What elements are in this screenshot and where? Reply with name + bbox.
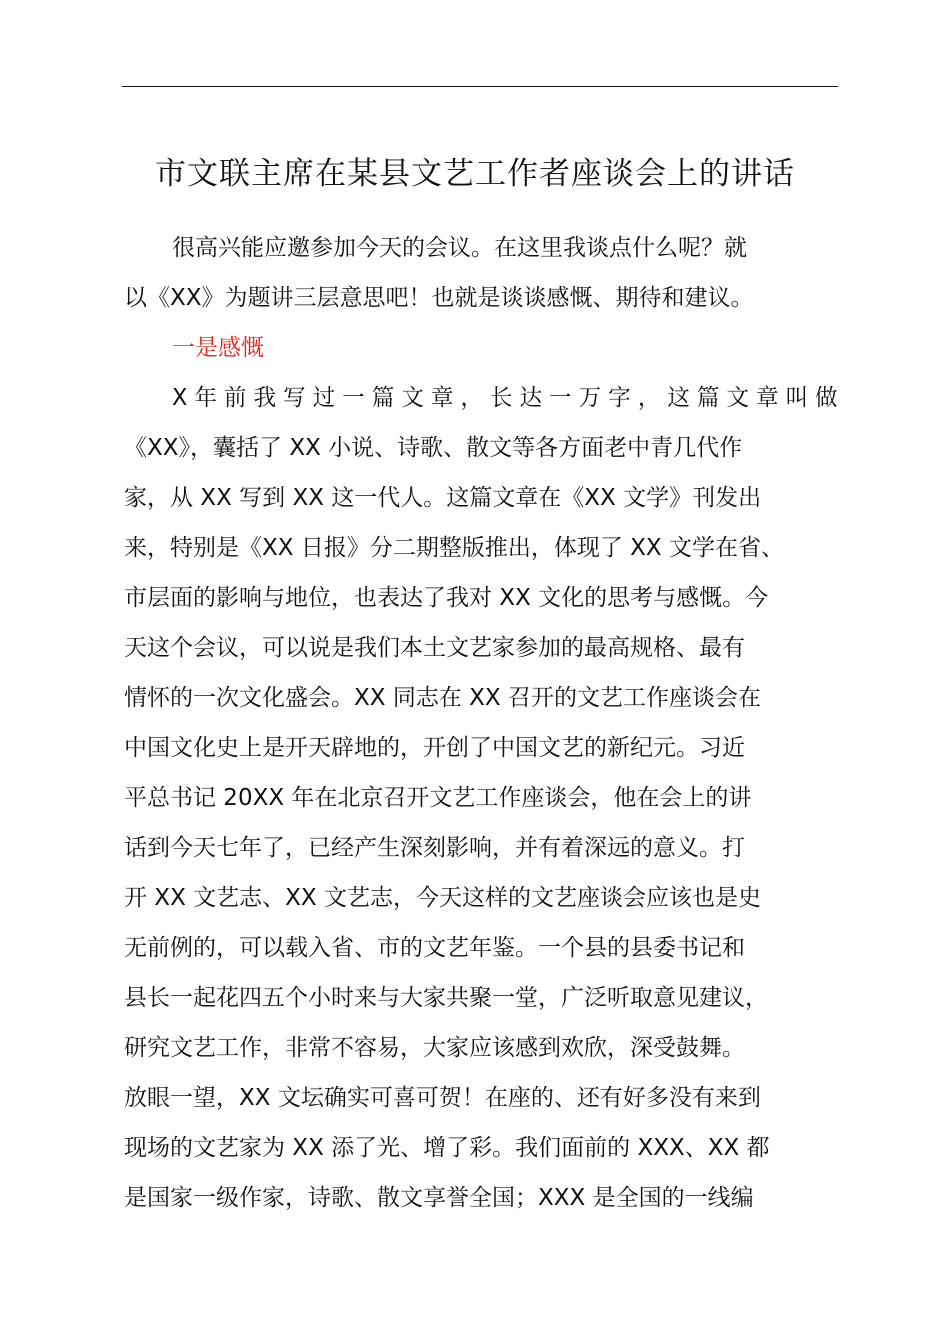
paragraph-line: X 年 前 我 写 过 一 篇 文 章 ， 长 达 一 万 字 ， 这 篇 文 章 叫 做	[172, 385, 838, 411]
section-heading: 一是感慨	[172, 335, 264, 361]
paragraph-line: 来，特别是《XX 日报》分二期整版推出，体现了 XX 文学在省、	[124, 535, 784, 561]
paragraph-line: 现场的文艺家为 XX 添了光、增了彩。我们面前的 XXX、XX 都	[124, 1135, 770, 1161]
paragraph-line: 情怀的一次文化盛会。XX 同志在 XX 召开的文艺工作座谈会在	[124, 685, 761, 711]
paragraph-line: 开 XX 文艺志、XX 文艺志，今天这样的文艺座谈会应该也是史	[124, 885, 761, 911]
paragraph-line: 以《XX》为题讲三层意思吧！也就是谈谈感慨、期待和建议。	[124, 285, 754, 311]
paragraph-line: 市层面的影响与地位，也表达了我对 XX 文化的思考与感慨。今	[124, 585, 769, 611]
paragraph-line: 家，从 XX 写到 XX 这一代人。这篇文章在《XX 文学》刊发出	[124, 485, 762, 511]
paragraph-line: 很高兴能应邀参加今天的会议。在这里我谈点什么呢？就	[172, 235, 747, 261]
paragraph-line: 话到今天七年了，已经产生深刻影响，并有着深远的意义。打	[124, 835, 745, 861]
paragraph-line: 平总书记 20XX 年在北京召开文艺工作座谈会，他在会上的讲	[124, 785, 752, 811]
paragraph-line: 放眼一望，XX 文坛确实可喜可贺！在座的、还有好多没有来到	[124, 1085, 761, 1111]
paragraph-line: 天这个会议，可以说是我们本土文艺家参加的最高规格、最有	[124, 635, 745, 661]
paragraph-line: 是国家一级作家，诗歌、散文享誉全国；XXX 是全国的一线编	[124, 1185, 754, 1211]
paragraph-line: 《XX》，囊括了 XX 小说、诗歌、散文等各方面老中青几代作	[124, 435, 743, 461]
header-rule	[122, 86, 838, 87]
paragraph-line: 中国文化史上是开天辟地的，开创了中国文艺的新纪元。习近	[124, 735, 745, 761]
paragraph-line: 研究文艺工作，非常不容易，大家应该感到欢欣，深受鼓舞。	[124, 1035, 745, 1061]
paragraph-line: 无前例的，可以载入省、市的文艺年鉴。一个县的县委书记和	[124, 935, 745, 961]
page-title: 市文联主席在某县文艺工作者座谈会上的讲话	[155, 156, 795, 192]
paragraph-line: 县长一起花四五个小时来与大家共聚一堂，广泛听取意见建议，	[124, 985, 768, 1011]
